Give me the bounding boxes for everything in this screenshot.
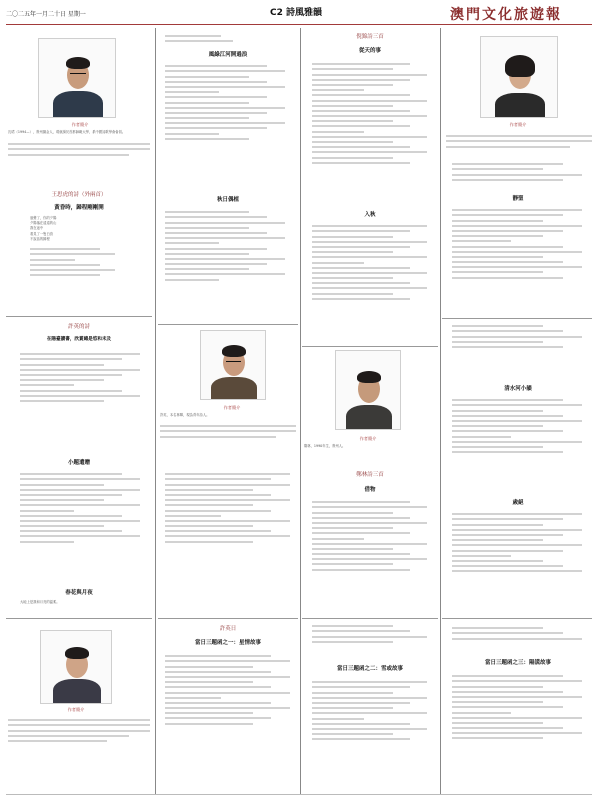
poem-lines — [312, 678, 427, 743]
poem-title: 小題遺贈 — [67, 460, 90, 466]
bio-text-lines — [446, 132, 592, 151]
author-photo-2 — [40, 630, 112, 704]
column-title: 許英的詩 — [67, 324, 90, 330]
bio-text-lines — [8, 140, 150, 159]
column-title: 鄭林詩三首 — [356, 472, 384, 478]
poem-lines — [165, 32, 245, 46]
poem-lines — [20, 470, 140, 546]
author-bio: 許英，本名林輝，現為青年詩人。 — [160, 413, 210, 417]
brand-title: 澳門文化旅遊報 — [450, 7, 562, 23]
poem-title: 入秋 — [364, 212, 376, 218]
author-bio: 鄭林，1990年生，貴州人。 — [304, 444, 346, 448]
section-rule — [158, 618, 298, 619]
author-photo-4 — [335, 350, 401, 430]
author-label: 作者簡介 — [67, 707, 85, 712]
poem-lines — [312, 222, 427, 303]
column-title: 許英日 — [219, 626, 237, 632]
poem-lines — [452, 672, 582, 743]
column-divider — [440, 28, 441, 794]
column-divider — [155, 28, 156, 794]
poem-title: 從天的事 — [358, 48, 381, 54]
poem-title: 歲絕 — [512, 500, 524, 506]
poem-title: 借物 — [364, 487, 376, 493]
poem-lines — [452, 624, 582, 643]
poem-lines — [165, 470, 290, 546]
author-photo-3 — [200, 330, 266, 400]
section-rule — [6, 316, 152, 317]
bio-text-lines — [8, 716, 150, 745]
poem-lines — [452, 160, 582, 184]
poem-title: 當日三題函之一：星情故事 — [194, 640, 261, 646]
poem-title: 清水河小韻 — [504, 386, 532, 392]
poem-title: 當日三題函之二：雪或故事 — [336, 666, 403, 672]
bio-text-lines — [160, 422, 296, 441]
poem-title: 黃昏時，歸程剛剛開 — [54, 205, 104, 211]
author-label: 作者簡介 — [509, 122, 527, 127]
poem-lines — [312, 60, 427, 167]
poem-lines — [165, 62, 285, 143]
poem-lines — [312, 498, 427, 574]
section-rule — [442, 318, 592, 319]
poem-title: 靜聖 — [512, 196, 524, 202]
poem-title: 秋日偶植 — [216, 197, 239, 203]
column-title: 王思虎的詩（外兩首） — [51, 192, 107, 198]
poem-lines — [452, 396, 582, 456]
author-label: 作者簡介 — [223, 405, 241, 410]
author-label: 作者簡介 — [359, 436, 377, 441]
author-photo-5 — [480, 36, 558, 118]
poem-title: 春花與月夜 — [65, 590, 93, 596]
author-bio: 沈珺（1994—），貴州織金人，現就讀於首都師範大學，系中國詩歌學會會員。 — [8, 130, 126, 134]
poem-lines — [312, 622, 427, 646]
poem-body: 大地上是我和月亮的溫柔。 — [20, 600, 60, 604]
section-rule — [442, 618, 592, 619]
section-rule — [158, 324, 298, 325]
footer-rule — [6, 794, 592, 795]
poem-title: 當日三題函之三：陽謊故事 — [484, 660, 551, 666]
poem-body: 風聲了，你的夕陽 夕陽落在遠遠的山 我在途中 看見了一隻白鳥 不說話的歸程 — [30, 216, 57, 241]
column-title: 倪錦詩三首 — [356, 34, 384, 40]
column-divider — [300, 28, 301, 794]
section-rule — [6, 618, 152, 619]
author-photo — [38, 38, 116, 118]
section-rule — [302, 618, 438, 619]
header-rule — [6, 24, 592, 25]
poem-lines — [452, 322, 582, 351]
page-label: C2 詩風雅韻 — [270, 8, 323, 18]
poem-lines — [452, 510, 582, 575]
author-label: 作者簡介 — [71, 122, 89, 127]
poem-lines — [30, 245, 130, 279]
poem-lines — [20, 350, 140, 405]
poem-title: 在陽臺讀書，欣賞總是悠和未及 — [46, 337, 112, 342]
poem-lines — [165, 208, 285, 284]
issue-date: 二〇二五年一月二十日 星期一 — [6, 11, 86, 18]
section-rule — [302, 346, 438, 347]
poem-lines — [452, 206, 582, 282]
poem-title: 風綠江河開過浪 — [208, 52, 248, 58]
poem-lines — [165, 652, 290, 728]
